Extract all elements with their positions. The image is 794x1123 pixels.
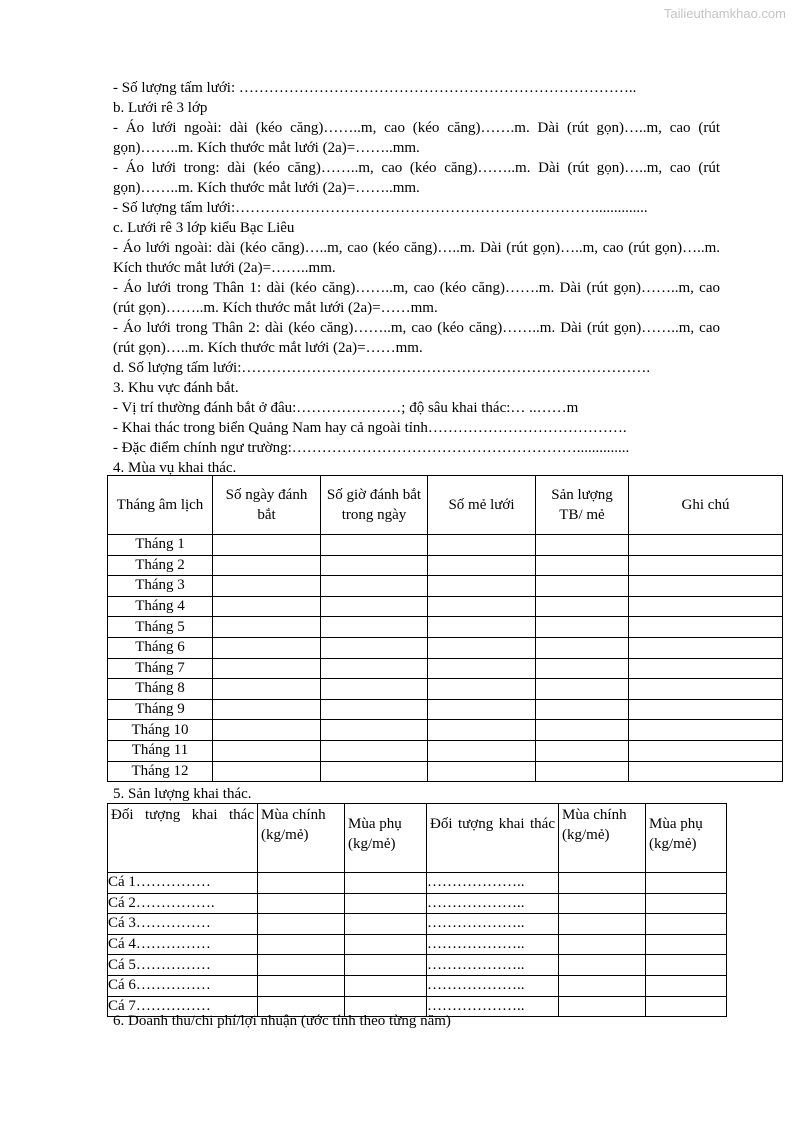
table-cell[interactable] [321, 617, 428, 638]
table-cell[interactable] [536, 596, 629, 617]
paragraph: - Áo lưới ngoài: dài (kéo căng)…..m, cao (kéo căng)…..m. Dài (rút gọn)…..m, cao (rút gọn)…..m. Kích thước mắt lưới (2a)=……..mm. [113, 240, 720, 276]
table-cell[interactable] [321, 679, 428, 700]
table-cell[interactable] [258, 893, 345, 914]
table-cell[interactable] [428, 699, 536, 720]
paragraph: - Áo lưới trong: dài (kéo căng)……..m, cao (kéo căng)……..m. Dài (rút gọn)…..m, cao (rút gọn)……..m. Kích thước mắt lưới (2a)=……..mm. [113, 160, 720, 196]
table-cell[interactable] [345, 975, 427, 996]
table-cell[interactable] [321, 658, 428, 679]
month-cell: Tháng 2 [108, 555, 213, 576]
table-cell[interactable] [646, 975, 727, 996]
table-row [108, 535, 783, 556]
fish-cell: ……………….. [427, 955, 559, 976]
table-row [108, 934, 727, 955]
table-cell[interactable] [213, 679, 321, 700]
month-cell: Tháng 1 [108, 535, 213, 556]
table-cell[interactable] [646, 934, 727, 955]
text-line: - Vị trí thường đánh bắt ở đâu:…………………; độ sâu khai thác:… ..……m [113, 400, 579, 416]
header-cell: Sản lượng TB/ mẻ [536, 476, 629, 535]
table-cell[interactable] [321, 720, 428, 741]
fish-cell: Cá 1…………… [108, 873, 258, 894]
table-cell[interactable] [629, 555, 783, 576]
table-cell[interactable] [213, 617, 321, 638]
fish-cell: ……………….. [427, 996, 559, 1017]
table-cell[interactable] [321, 740, 428, 761]
table-cell[interactable] [629, 679, 783, 700]
table-cell[interactable] [213, 576, 321, 597]
table-cell[interactable] [428, 720, 536, 741]
table-cell[interactable] [258, 955, 345, 976]
table-cell[interactable] [345, 914, 427, 935]
table-row [108, 596, 783, 617]
table-cell[interactable] [321, 596, 428, 617]
fish-cell: ……………….. [427, 873, 559, 894]
table-cell[interactable] [629, 535, 783, 556]
table-cell[interactable] [536, 617, 629, 638]
text-line: - Đặc điểm chính ngư trường:………………………………………………….............. [113, 440, 630, 456]
table-cell[interactable] [213, 761, 321, 782]
table-cell[interactable] [646, 914, 727, 935]
table-cell[interactable] [559, 955, 646, 976]
table-cell[interactable] [559, 975, 646, 996]
table-cell[interactable] [345, 955, 427, 976]
paragraph: - Áo lưới ngoài: dài (kéo căng)……..m, cao (kéo căng)…….m. Dài (rút gọn)…..m, cao (rút gọn)……..m. Kích thước mắt lưới (2a)=……..mm. [113, 120, 720, 156]
table-cell[interactable] [559, 893, 646, 914]
table-cell[interactable] [629, 617, 783, 638]
table-cell[interactable] [428, 576, 536, 597]
table-cell[interactable] [213, 699, 321, 720]
table-cell[interactable] [428, 637, 536, 658]
table-cell[interactable] [258, 873, 345, 894]
table-cell[interactable] [559, 996, 646, 1017]
fish-cell: Cá 4…………… [108, 934, 258, 955]
table-cell[interactable] [345, 934, 427, 955]
table-cell[interactable] [213, 658, 321, 679]
table-cell[interactable] [321, 576, 428, 597]
table-cell[interactable] [213, 596, 321, 617]
header-cell: Mùa chính (kg/mẻ) [258, 804, 345, 873]
document-body [113, 78, 720, 478]
table-cell[interactable] [536, 658, 629, 679]
section-heading: c. Lưới rê 3 lớp kiểu Bạc Liêu [113, 220, 295, 236]
fish-cell: Cá 5…………… [108, 955, 258, 976]
fish-cell: Cá 3…………… [108, 914, 258, 935]
table-cell[interactable] [536, 576, 629, 597]
month-cell: Tháng 10 [108, 720, 213, 741]
table-cell[interactable] [213, 720, 321, 741]
table-row [108, 576, 783, 597]
table-cell[interactable] [629, 740, 783, 761]
section-heading: 4. Mùa vụ khai thác. [113, 460, 237, 476]
table-cell[interactable] [629, 576, 783, 597]
table-row [108, 617, 783, 638]
header-cell: Đối tượng khai thác [108, 804, 258, 873]
text-line: d. Số lượng tấm lưới:………………………………………………………………………. [113, 360, 651, 376]
table-cell[interactable] [428, 596, 536, 617]
table-cell[interactable] [428, 761, 536, 782]
month-cell: Tháng 8 [108, 679, 213, 700]
fish-cell: ……………….. [427, 934, 559, 955]
section-heading: 3. Khu vực đánh bắt. [113, 380, 239, 396]
table-cell[interactable] [646, 996, 727, 1017]
table-cell[interactable] [258, 914, 345, 935]
header-cell: Số ngày đánh bắt [213, 476, 321, 535]
month-cell: Tháng 12 [108, 761, 213, 782]
month-cell: Tháng 5 [108, 617, 213, 638]
fish-cell: Cá 2……………. [108, 893, 258, 914]
month-cell: Tháng 3 [108, 576, 213, 597]
table-cell[interactable] [559, 873, 646, 894]
table-cell[interactable] [536, 720, 629, 741]
table-cell[interactable] [258, 934, 345, 955]
table-row [108, 740, 783, 761]
month-cell: Tháng 11 [108, 740, 213, 761]
table-cell[interactable] [428, 740, 536, 761]
table-cell[interactable] [345, 873, 427, 894]
table-cell[interactable] [629, 699, 783, 720]
table-cell[interactable] [213, 535, 321, 556]
header-cell: Mùa phụ (kg/mẻ) [345, 804, 427, 873]
table-cell[interactable] [321, 555, 428, 576]
table-cell[interactable] [428, 617, 536, 638]
season-table [107, 475, 783, 782]
table-cell[interactable] [213, 637, 321, 658]
table-cell[interactable] [536, 699, 629, 720]
table-cell[interactable] [629, 596, 783, 617]
catch-table [107, 803, 727, 1017]
month-cell: Tháng 7 [108, 658, 213, 679]
header-cell: Tháng âm lịch [108, 476, 213, 535]
table-cell[interactable] [646, 873, 727, 894]
table-cell[interactable] [536, 761, 629, 782]
header-cell: Ghi chú [629, 476, 783, 535]
table-row [108, 555, 783, 576]
table-cell[interactable] [321, 535, 428, 556]
table-cell[interactable] [213, 740, 321, 761]
text-line: - Số lượng tấm lưới: …………………………………………………………………….. [113, 80, 637, 96]
section-heading: b. Lưới rê 3 lớp [113, 100, 208, 116]
table-cell[interactable] [428, 535, 536, 556]
fish-cell: Cá 7…………… [108, 996, 258, 1017]
table-row [108, 637, 783, 658]
watermark: Tailieuthamkhao.com [663, 6, 786, 21]
table-cell[interactable] [321, 637, 428, 658]
table-cell[interactable] [629, 720, 783, 741]
table-row [108, 658, 783, 679]
month-cell: Tháng 6 [108, 637, 213, 658]
fish-cell: ……………….. [427, 975, 559, 996]
header-cell: Mùa chính (kg/mẻ) [559, 804, 646, 873]
month-cell: Tháng 4 [108, 596, 213, 617]
header-cell: Số mẻ lưới [428, 476, 536, 535]
section-heading: 6. Doanh thu/chi phí/lợi nhuận (ước tính theo từng năm) [113, 1013, 451, 1029]
table-cell[interactable] [321, 761, 428, 782]
catch-table-wrap [107, 803, 726, 1017]
table-cell[interactable] [536, 740, 629, 761]
table-cell[interactable] [428, 555, 536, 576]
table-row [108, 699, 783, 720]
table-cell[interactable] [646, 893, 727, 914]
text-line: - Số lượng tấm lưới:……………………………………………………………….............. [113, 200, 648, 216]
table-row [108, 893, 727, 914]
table-cell[interactable] [536, 555, 629, 576]
table-cell[interactable] [536, 535, 629, 556]
fish-cell: ……………….. [427, 914, 559, 935]
table-row [108, 873, 727, 894]
header-cell: Mùa phụ (kg/mẻ) [646, 804, 727, 873]
table-row [108, 914, 727, 935]
table-cell[interactable] [536, 679, 629, 700]
table-cell[interactable] [428, 658, 536, 679]
table-cell[interactable] [629, 658, 783, 679]
paragraph: - Áo lưới trong Thân 2: dài (kéo căng)……..m, cao (kéo căng)……..m. Dài (rút gọn)……..m, cao (rút gọn)…..m. Kích thước mắt lưới (2a)=……mm. [113, 320, 720, 356]
text-line: - Khai thác trong biển Quảng Nam hay cả ngoài tỉnh…………………………………. [113, 420, 627, 436]
table-cell[interactable] [559, 914, 646, 935]
header-cell: Số giờ đánh bắt trong ngày [321, 476, 428, 535]
table-cell[interactable] [646, 955, 727, 976]
fish-cell: Cá 6…………… [108, 975, 258, 996]
table-row [108, 679, 783, 700]
table-cell[interactable] [213, 555, 321, 576]
table-cell[interactable] [629, 761, 783, 782]
table-cell[interactable] [258, 975, 345, 996]
table-row [108, 720, 783, 741]
month-cell: Tháng 9 [108, 699, 213, 720]
table-row [108, 761, 783, 782]
table-row [108, 955, 727, 976]
fish-cell: ……………….. [427, 893, 559, 914]
table-cell[interactable] [428, 679, 536, 700]
table-row [108, 975, 727, 996]
header-cell: Đối tượng khai thác [427, 804, 559, 873]
section-heading: 5. Sản lượng khai thác. [113, 786, 252, 802]
season-table-wrap [107, 475, 782, 782]
table-cell[interactable] [536, 637, 629, 658]
paragraph: - Áo lưới trong Thân 1: dài (kéo căng)……..m, cao (kéo căng)…….m. Dài (rút gọn)……..m, cao (rút gọn)……..m. Kích thước mắt lưới (2a)=……mm. [113, 280, 720, 316]
table-cell[interactable] [559, 934, 646, 955]
table-cell[interactable] [321, 699, 428, 720]
table-cell[interactable] [629, 637, 783, 658]
table-cell[interactable] [345, 893, 427, 914]
